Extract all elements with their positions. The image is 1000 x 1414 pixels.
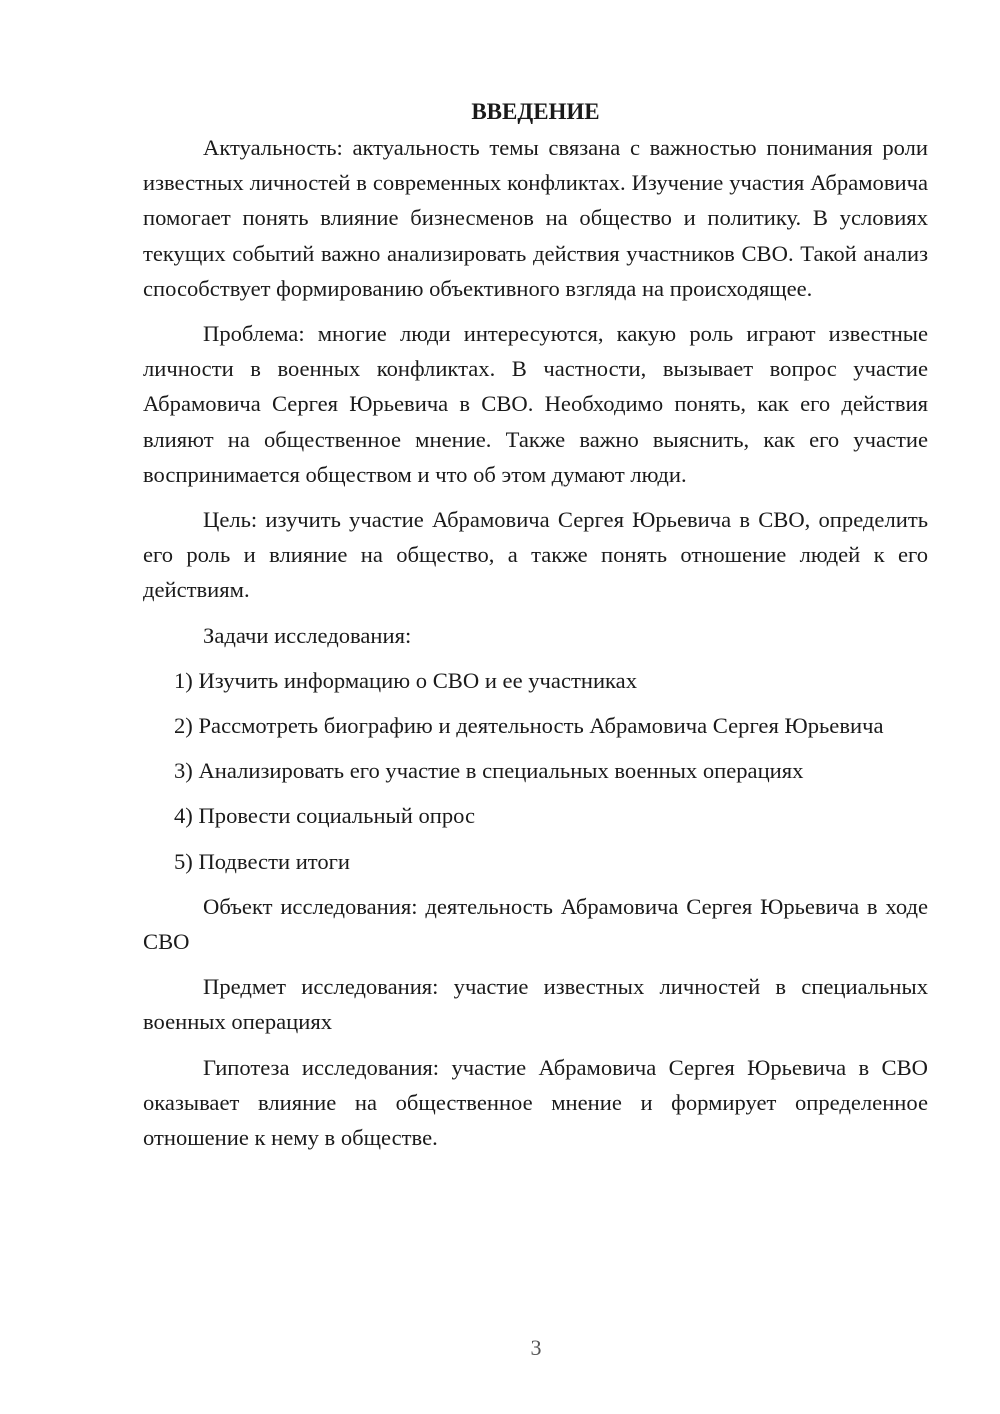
document-page (143, 94, 928, 1165)
paragraph-object: Объект исследования: деятельность Абрамовича Сергея Юрьевича в ходе СВО (143, 893, 928, 955)
paragraph-relevance: Актуальность: актуальность темы связана с важностью понимания роли известных личностей в современных конфликтах. Изучение участия Абрамовича помогает понять влияние бизнесменов на общество и политику. В условиях текущих событий важно анализировать действия участников СВО. Такой анализ способствует формированию объективного взгляда на происходящее. (143, 135, 928, 301)
paragraph-goal: Цель: изучить участие Абрамовича Сергея Юрьевича в СВО, определить его роль и влияние на общество, а также понять отношение людей к его действиям. (143, 507, 928, 603)
page-number: 3 (530, 1335, 542, 1360)
paragraph-subject: Предмет исследования: участие известных личностей в специальных военных операциях (143, 974, 928, 1035)
paragraph-tasks-heading: Задачи исследования: (203, 622, 412, 648)
task-item-5: 5) Подвести итоги (174, 848, 351, 874)
task-item-2: 2) Рассмотреть биографию и деятельность Абрамовича Сергея Юрьевича (174, 713, 884, 739)
task-item-4: 4) Провести социальный опрос (174, 803, 476, 829)
section-title: ВВЕДЕНИЕ (471, 99, 600, 124)
task-item-3: 3) Анализировать его участие в специальных военных операциях (174, 758, 804, 784)
paragraph-problem: Проблема: многие люди интересуются, какую роль играют известные личности в военных конфликтах. В частности, вызывает вопрос участие Абрамовича Сергея Юрьевича в СВО. Необходимо понять, как его действия влияют на общественное мнение. Также важно выяснить, как его участие воспринимается обществом и что об этом думают люди. (143, 321, 928, 487)
task-item-1: 1) Изучить информацию о СВО и ее участниках (174, 667, 637, 693)
paragraph-hypothesis: Гипотеза исследования: участие Абрамовича Сергея Юрьевича в СВО оказывает влияние на общественное мнение и формирует определенное отношение к нему в обществе. (143, 1054, 928, 1151)
